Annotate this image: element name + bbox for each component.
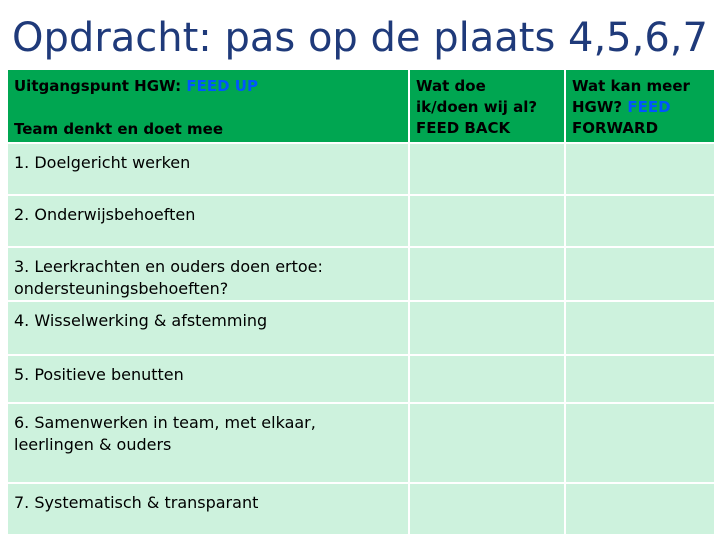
feedforward-cell[interactable] — [565, 301, 715, 355]
feedback-cell[interactable] — [409, 247, 565, 301]
row-label-line1: 3. Leerkrachten en ouders doen ertoe: — [14, 257, 323, 276]
feedback-cell[interactable] — [409, 195, 565, 247]
feedforward-cell[interactable] — [565, 403, 715, 483]
feedback-cell[interactable] — [409, 143, 565, 195]
header-col2-line1: Wat doe — [416, 77, 486, 95]
row-label-line2: leerlingen & ouders — [14, 435, 172, 454]
table-row — [7, 355, 715, 403]
header-col2-line2: ik/doen wij al? — [416, 98, 538, 116]
row-label: 1. Doelgericht werken — [7, 143, 409, 195]
feedback-cell[interactable] — [409, 403, 565, 483]
row-label-line2: ondersteuningsbehoeften? — [14, 279, 229, 298]
table-row — [7, 301, 715, 355]
header-col-feedback — [409, 69, 565, 143]
feedback-cell[interactable] — [409, 355, 565, 403]
row-label: 7. Systematisch & transparant — [7, 483, 409, 535]
feedforward-cell[interactable] — [565, 483, 715, 535]
feedback-cell[interactable] — [409, 483, 565, 535]
header-col3-line1: Wat kan meer — [572, 77, 690, 95]
page-title: Opdracht: pas op de plaats 4,5,6,7 — [12, 15, 708, 61]
header-col3-line3: FORWARD — [572, 119, 659, 137]
header-col3-highlight: FEED — [627, 98, 671, 116]
feedforward-cell[interactable] — [565, 143, 715, 195]
header-col1-highlight: FEED UP — [186, 77, 258, 95]
header-col1-subtitle: Team denkt en doet mee — [14, 120, 224, 138]
table-row — [7, 195, 715, 247]
table-header-row — [7, 69, 715, 143]
row-label: 4. Wisselwerking & afstemming — [7, 301, 409, 355]
feedforward-cell[interactable] — [565, 247, 715, 301]
header-col-starting-point — [7, 69, 409, 143]
feedforward-cell[interactable] — [565, 195, 715, 247]
row-label: 5. Positieve benutten — [7, 355, 409, 403]
row-label — [7, 247, 409, 301]
row-label: 2. Onderwijsbehoeften — [7, 195, 409, 247]
table-row — [7, 403, 715, 483]
header-col1-prefix: Uitgangspunt HGW: — [14, 77, 187, 95]
table-row — [7, 247, 715, 301]
feedback-cell[interactable] — [409, 301, 565, 355]
row-label — [7, 403, 409, 483]
header-col3-prefix: HGW? — [572, 98, 628, 116]
header-col2-line3: FEED BACK — [416, 119, 511, 137]
table-row — [7, 143, 715, 195]
table-row — [7, 483, 715, 535]
header-col-feedforward — [565, 69, 715, 143]
assignment-table — [6, 68, 716, 536]
feedforward-cell[interactable] — [565, 355, 715, 403]
row-label-line1: 6. Samenwerken in team, met elkaar, — [14, 413, 316, 432]
